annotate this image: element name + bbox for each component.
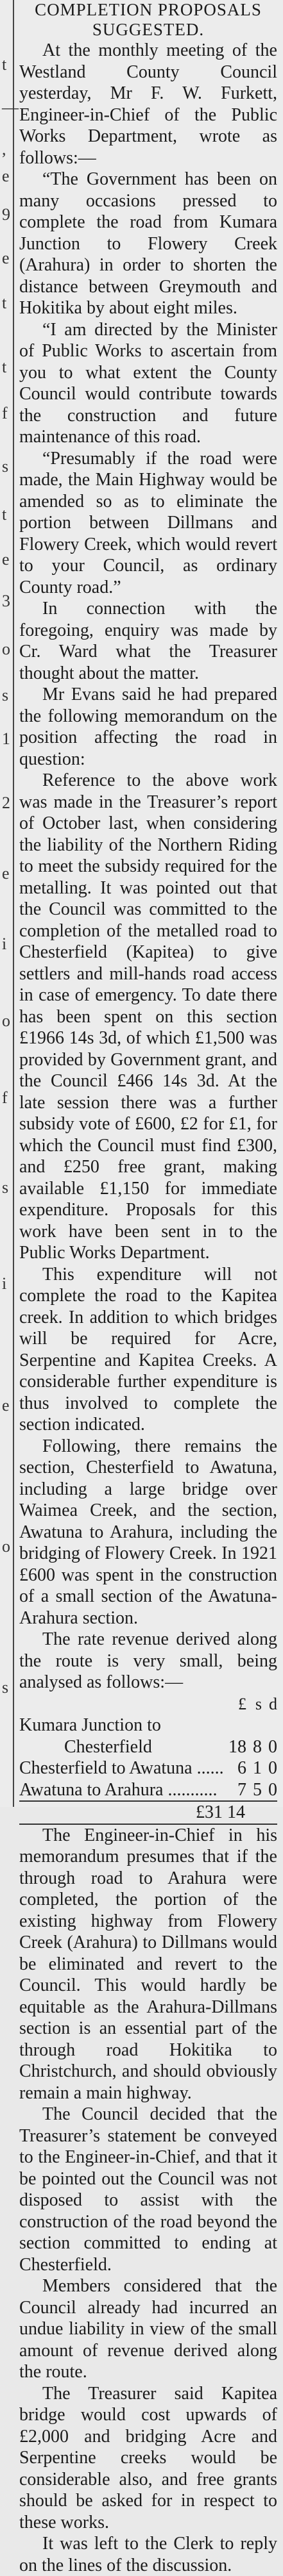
gutter-char: e	[2, 1396, 10, 1415]
gutter-char: o	[2, 640, 10, 658]
shillings-cell: 1	[253, 1758, 262, 1778]
gutter-char: o	[2, 1011, 10, 1030]
currency-header-cell: d	[269, 1694, 277, 1713]
pence-cell: 0	[268, 1779, 277, 1800]
pence-cell: 0	[268, 1736, 277, 1757]
gutter-char: f	[2, 1088, 8, 1107]
pounds-cell: 6	[237, 1758, 246, 1778]
total-value: £31 14	[19, 1801, 277, 1824]
total-row	[19, 1801, 277, 1824]
gutter-char: s	[2, 1678, 9, 1697]
gutter-char: s	[2, 1178, 9, 1197]
article-paragraph: At the monthly meeting of the Westland County Council yesterday, Mr F. W. Furkett, Engineer-in-Chief of the Public Works Department, wrote as follows:—	[19, 40, 277, 168]
headline-line: COMPLETION PROPOSALS	[35, 0, 262, 19]
table-row	[19, 1757, 277, 1779]
gutter-char: i	[2, 1274, 7, 1293]
article-paragraph: This expenditure will not complete the road to the Kapitea creek. In addition to which bridges will be required for Acre, Serpentine and Kapitea Creeks. A considerable further expenditure is thus involved to complete the section indicated.	[19, 1264, 277, 1434]
article-paragraph: “The Government has been on many occasions pressed to complete the road from Kumara Junction to Flowery Creek (Arahura) in order to shorten the distance between Greymouth and Hokitika by about eight miles.	[19, 169, 277, 318]
article-paragraph: In connection with the foregoing, enquiry was made by Cr. Ward what the Treasurer thought about the matter.	[19, 599, 277, 683]
shillings-cell: 5	[253, 1779, 262, 1800]
pounds-cell	[228, 1715, 246, 1736]
gutter-char: i	[2, 935, 7, 953]
gutter-char: s	[2, 457, 9, 476]
pence-cell	[262, 1715, 277, 1736]
currency-header-cell: s	[255, 1694, 262, 1713]
gutter-char: t	[2, 358, 7, 376]
table-row	[19, 1715, 277, 1736]
article-paragraph: Mr Evans said he had prepared the following memorandum on the position affecting the road in question:	[19, 685, 277, 769]
table-row	[19, 1779, 277, 1802]
route-label: Kumara Junction to	[19, 1715, 161, 1735]
article-headline	[19, 0, 277, 40]
gutter-char: 1	[2, 729, 10, 748]
article-paragraph: “Presumably if the road were made, the Main Highway would be amended so as to eliminate the portion between Dillmans and Flowery Creek, which would revert to your Council, as ordinary County road.”	[19, 448, 277, 597]
article-paragraph: The Engineer-in-Chief in his memorandum presumes that if the through road to Arahura were completed, the portion of the existing highway from Flowery Creek (Arahura) to Dillmans would be eliminated and revert to the Council. This would hardly be equitable as the Arahura-Dillmans section is an essential part of the through road Hokitika to Christchurch, and should obviously remain a main highway.	[19, 1825, 277, 2103]
gutter-char: f	[2, 404, 8, 422]
gutter-char: o	[2, 1537, 10, 1556]
pounds-cell: 7	[237, 1779, 246, 1800]
headline-line: SUGGESTED.	[92, 20, 205, 39]
adjacent-column-fragment	[0, 0, 19, 1807]
gutter-char: e	[2, 167, 10, 185]
shillings-cell	[246, 1715, 262, 1736]
article-paragraph: Following, there remains the section, Chesterfield to Awatuna, including a large bridge over Waimea Creek, and the section, Awatuna to Arahura, including the bridging of Flowery Creek. In 1921 £600 was spent in the construction of a small section of the Awatuna-Arahura section.	[19, 1436, 277, 1628]
shillings-cell: 8	[253, 1736, 262, 1757]
gutter-char: ,	[2, 140, 6, 158]
gutter-char: 9	[2, 205, 10, 224]
gutter-char: e	[2, 864, 10, 883]
gutter-char: s	[2, 686, 9, 704]
article-paragraph: Members considered that the Council already had incurred an undue liability in view of the small amount of revenue derived along the route.	[19, 2276, 277, 2382]
rate-revenue-table	[19, 1693, 277, 1825]
article-paragraph: The rate revenue derived along the route is very small, being analysed as follows:—	[19, 1629, 277, 1692]
currency-header-cell: £	[238, 1694, 246, 1713]
route-label: Chesterfield to Awatuna ......	[19, 1758, 224, 1778]
article-paragraph: “I am directed by the Minister of Public Works to ascertain from you to what extent the County Council would contribute towards the construction and future maintenance of this road.	[19, 319, 277, 447]
article-paragraph: The Council decided that the Treasurer’s statement be conveyed to the Engineer-in-Chief, and that it be pointed out the Council was not disposed to assist with the construction of the road beyond the section committed to ending at Chesterfield.	[19, 2104, 277, 2275]
article-paragraph: It was left to the Clerk to reply on the lines of the discussion.	[19, 2534, 277, 2575]
article-paragraph: The Treasurer said Kapitea bridge would cost upwards of £2,000 and bridging Acre and Serpentine creeks would be considerable also, and free grants should be asked for in respect to these works.	[19, 2383, 277, 2532]
gutter-char: t	[2, 505, 7, 524]
gutter-char: —	[2, 98, 19, 117]
news-article	[19, 0, 277, 2576]
table-row	[19, 1736, 277, 1758]
route-label: Awatuna to Arahura ...........	[19, 1779, 218, 1800]
gutter-char: 3	[2, 592, 10, 610]
gutter-char: t	[2, 294, 7, 312]
pence-cell: 0	[268, 1758, 277, 1778]
gutter-char: e	[2, 249, 10, 267]
article-paragraph: Reference to the above work was made in the Treasurer’s report of October last, when considering the liability of the Northern Riding to meet the subsidy required for the metalling. It was pointed out that the Council was committed to the completion of the metalled road to Chesterfield (Kapitea) to give settlers and mill-hands road access in case of emergency. To date there has been spent on this section £1966 14s 3d, of which £1,500 was provided by Government grant, and the Council £466 14s 3d. At the late session there was a further subsidy vote of £600, £2 for £1, for which the Council must find £300, and £250 free grant, making available £1,150 for immediate expenditure. Proposals for this work have been sent in to the Public Works Department.	[19, 770, 277, 1263]
pounds-cell: 18	[228, 1736, 246, 1757]
gutter-char: t	[2, 55, 7, 74]
currency-header-row	[19, 1693, 277, 1715]
route-label: Chesterfield	[64, 1736, 152, 1757]
gutter-char: 2	[2, 794, 10, 812]
gutter-char: e	[2, 550, 10, 569]
